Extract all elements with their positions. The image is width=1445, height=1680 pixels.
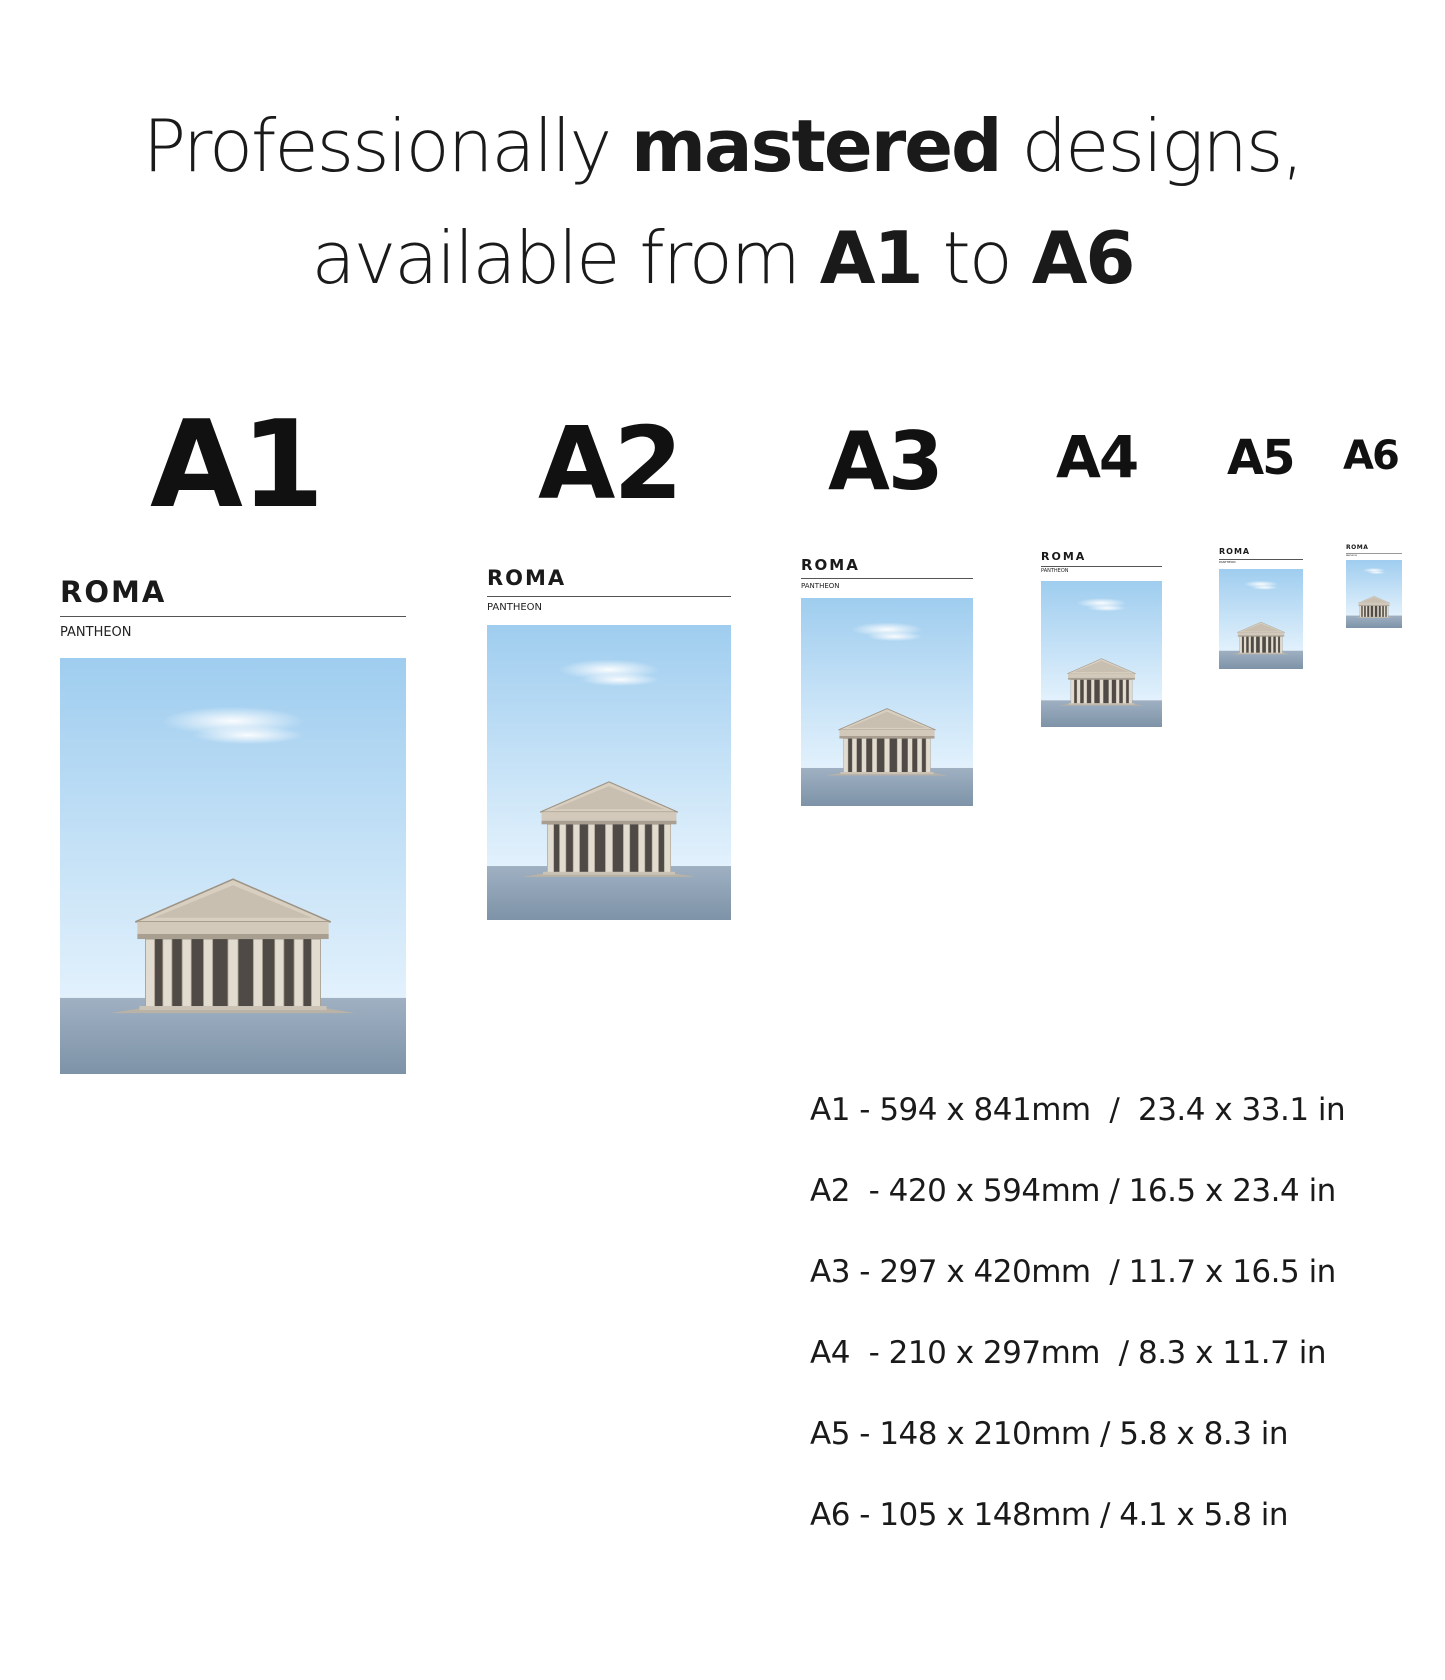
poster-a1 [60,568,406,1074]
size-label-a2: A2 [538,405,681,522]
headline-emphasis: A6 [1031,216,1134,300]
poster-subtitle: PANTHEON [1219,560,1236,564]
headline-emphasis: mastered [630,104,1001,188]
poster-title: ROMA [801,556,860,574]
pantheon-image [1041,581,1162,727]
poster-subtitle: PANTHEON [801,582,840,590]
size-label-a4: A4 [1056,423,1138,491]
headline-line-1 [0,104,1445,188]
headline-text: Professionally [142,104,631,188]
spec-a4: A4 - 210 x 297mm / 8.3 x 11.7 in [810,1335,1326,1371]
spec-a1: A1 - 594 x 841mm / 23.4 x 33.1 in [810,1092,1346,1128]
spec-a6: A6 - 105 x 148mm / 4.1 x 5.8 in [810,1497,1289,1533]
poster-a5 [1219,547,1303,669]
poster-a6 [1346,545,1402,628]
pantheon-image [487,625,731,920]
pantheon-image [60,658,406,1074]
size-specs-list [810,1090,1345,1576]
spec-a3: A3 - 297 x 420mm / 11.7 x 16.5 in [810,1254,1336,1290]
poster-title: ROMA [60,575,167,609]
poster-title: ROMA [1346,544,1369,551]
size-label-a6: A6 [1343,433,1398,479]
poster-divider [60,616,406,617]
poster-title: ROMA [1041,550,1087,563]
poster-title: ROMA [487,566,567,590]
headline-text: available from [311,216,820,300]
poster-a4 [1041,549,1162,727]
size-label-a3: A3 [828,415,942,508]
headline-line-2 [0,216,1445,300]
poster-divider [801,578,973,579]
poster-subtitle: PANTHEON [60,625,132,640]
pantheon-image [1346,560,1402,628]
poster-a2 [487,563,731,920]
poster-subtitle: PANTHEON [1041,568,1069,574]
pantheon-image [1219,569,1303,669]
size-label-a5: A5 [1227,430,1294,486]
pantheon-image [801,598,973,806]
spec-a5: A5 - 148 x 210mm / 5.8 x 8.3 in [810,1416,1289,1452]
size-label-a1: A1 [150,396,323,535]
headline-text: designs, [1000,104,1303,188]
poster-a3 [801,554,973,806]
headline-emphasis: A1 [819,216,922,300]
poster-divider [1041,566,1162,567]
poster-subtitle: PANTHEON [1346,555,1358,557]
poster-divider [1346,553,1402,554]
poster-title: ROMA [1219,547,1251,556]
poster-subtitle: PANTHEON [487,602,543,613]
spec-a2: A2 - 420 x 594mm / 16.5 x 23.4 in [810,1173,1336,1209]
poster-divider [487,596,731,597]
headline-text: to [921,216,1032,300]
